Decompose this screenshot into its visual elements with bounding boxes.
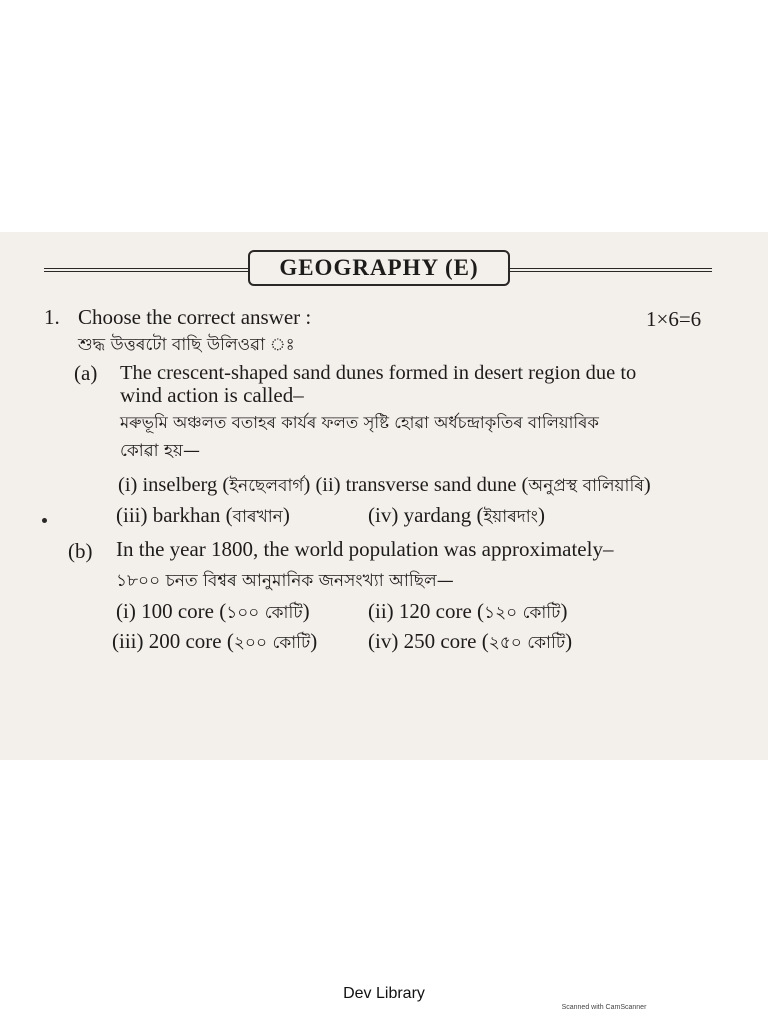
marks-label: 1×6=6 [646, 307, 702, 331]
part-a-text-assamese-2: কোৱা হয়— [120, 441, 200, 461]
instruction-assamese: শুদ্ধ উত্তৰটো বাছি উলিওৱা ঃ [78, 335, 295, 355]
part-b-option-2-as: ১২০ কোটি [484, 603, 561, 623]
part-b-option-2-en: (ii) 120 core ( [368, 599, 485, 623]
part-b-option-4-en: (iv) 250 core ( [368, 629, 489, 653]
part-b-option-1-en: (i) 100 core ( [116, 599, 227, 623]
part-b-option-3-as: ২০০ কোটি [233, 633, 311, 653]
question-number: 1. [44, 305, 60, 329]
part-a-option-2-en: ) (ii) transverse sand dune ( [303, 474, 529, 496]
part-b-text-english: In the year 1800, the world population was approximately– [116, 537, 614, 561]
part-b-option-4-as: ২৫০ কোটি [488, 633, 566, 653]
part-a-text-assamese-1: মৰুভূমি অঞ্চলত বতাহৰ কাৰ্যৰ ফলত সৃষ্টি হোৱা অৰ্ধচন্দ্ৰাকৃতিৰ বালিয়াৰিক [120, 413, 599, 432]
part-a-option-1-as: ইনছেলবাৰ্গ [229, 476, 304, 496]
part-b-option-3 [112, 628, 317, 656]
title-rule-right [510, 268, 712, 272]
part-b-text-assamese: ১৮০০ চনত বিশ্বৰ আনুমানিক জনসংখ্যা আছিল— [116, 571, 454, 591]
part-b-option-4-close: ) [565, 629, 573, 653]
part-a-option-2-as: অনুপ্ৰস্থ বালিয়াৰি [528, 476, 644, 496]
part-a-option-1-en: (i) inselberg ( [118, 474, 230, 496]
scan-dot [42, 518, 47, 523]
part-a-option-2-close: ) [643, 474, 651, 496]
part-b-option-3-close: ) [310, 629, 318, 653]
part-a-option-4-close: ) [538, 503, 545, 527]
part-b-option-2-close: ) [560, 599, 568, 623]
part-a-option-4 [368, 502, 545, 530]
part-b-option-1-as: ১০০ কোটি [226, 603, 303, 623]
part-b-option-2 [368, 598, 567, 626]
page-title: GEOGRAPHY (E) [248, 250, 510, 286]
scanned-page [0, 232, 768, 760]
part-a-option-4-as: ইয়াৰদাং [483, 507, 538, 527]
part-a-option-3-as: বাৰখান [232, 507, 283, 527]
part-a-text-english-2: wind action is called– [120, 383, 304, 407]
part-a-option-4-en: (iv) yardang ( [368, 503, 484, 527]
library-footer: Dev Library [343, 985, 425, 1002]
part-a-options-row-1 [118, 472, 651, 499]
part-a-option-3 [116, 502, 290, 530]
part-a-label: (a) [74, 361, 98, 385]
part-a-option-3-close: ) [282, 503, 290, 527]
part-b-label: (b) [68, 539, 93, 563]
part-a-option-3-en: (iii) barkhan ( [116, 503, 233, 527]
part-b-option-3-en: (iii) 200 core ( [112, 629, 234, 653]
instruction-english: Choose the correct answer : [78, 305, 312, 329]
part-b-option-1 [116, 598, 310, 626]
part-b-option-1-close: ) [302, 599, 310, 623]
part-b-option-4 [368, 628, 572, 656]
title-row [44, 250, 712, 290]
scanner-watermark: Scanned with CamScanner [561, 1004, 647, 1011]
part-a-text-english-1: The crescent-shaped sand dunes formed in desert region due to [120, 362, 637, 384]
title-rule-left [44, 268, 248, 272]
